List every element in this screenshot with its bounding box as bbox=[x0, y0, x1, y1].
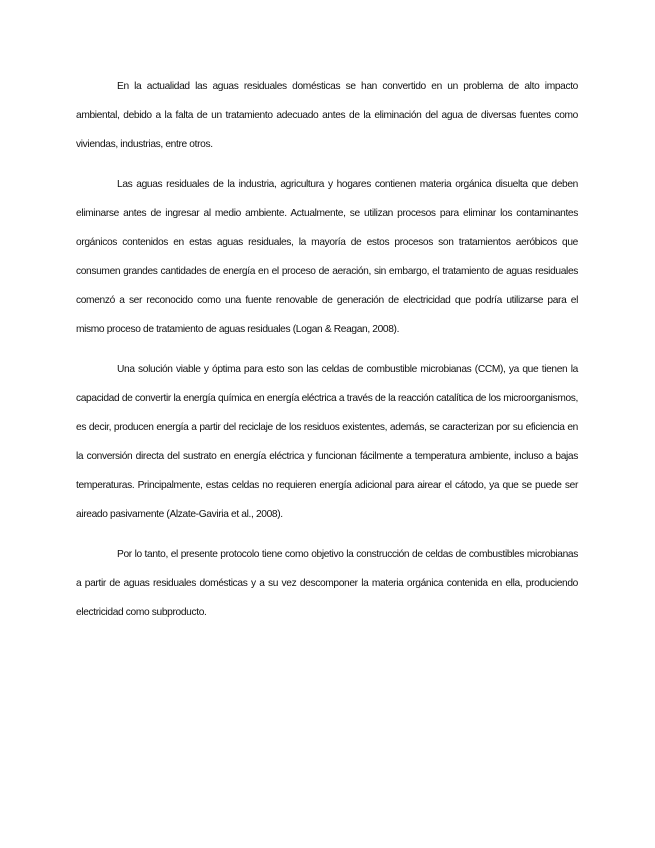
paragraph-intro: En la actualidad las aguas residuales domésticas se han convertido en un problema de alto impacto ambiental, debido a la falta de un tratamiento adecuado antes de la eliminación del agua de diversas fuentes como viviendas, industrias, entre otros. bbox=[76, 81, 578, 150]
paragraph-objective: Por lo tanto, el presente protocolo tiene como objetivo la construcción de celdas de combustibles microbianas a partir de aguas residuales domésticas y a su vez descomponer la materia orgánica contenida en ella, produciendo electricidad como subproducto. bbox=[76, 549, 578, 618]
paragraph-wastewater: Las aguas residuales de la industria, agricultura y hogares contienen materia orgánica disuelta que deben eliminarse antes de ingresar al medio ambiente. Actualmente, se utilizan procesos para eliminar los contaminantes orgánicos contenidos en estas aguas residuales, la mayoría de estos procesos son tratamientos aeróbicos que consumen grandes cantidades de energía en el proceso de aeración, sin embargo, el tratamiento de aguas residuales comenzó a ser reconocido como una fuente renovable de generación de electricidad que podría utilizarse para el mismo proceso de tratamiento de aguas residuales (Logan & Reagan, 2008). bbox=[76, 179, 578, 335]
paragraph-ccm: Una solución viable y óptima para esto son las celdas de combustible microbianas (CCM), ya que tienen la capacidad de convertir la energía química en energía eléctrica a través de la reacción catalítica de los microorganismos, es decir, producen energía a partir del reciclaje de los residuos existentes, además, se caracterizan por su eficiencia en la conversión directa del sustrato en energía eléctrica y funcionan fácilmente a temperatura ambiente, incluso a bajas temperaturas. Principalmente, estas celdas no requieren energía adicional para airear el cátodo, ya que se puede ser aireado pasivamente (Alzate-Gaviria et al., 2008). bbox=[76, 364, 578, 520]
document-body bbox=[76, 72, 578, 627]
